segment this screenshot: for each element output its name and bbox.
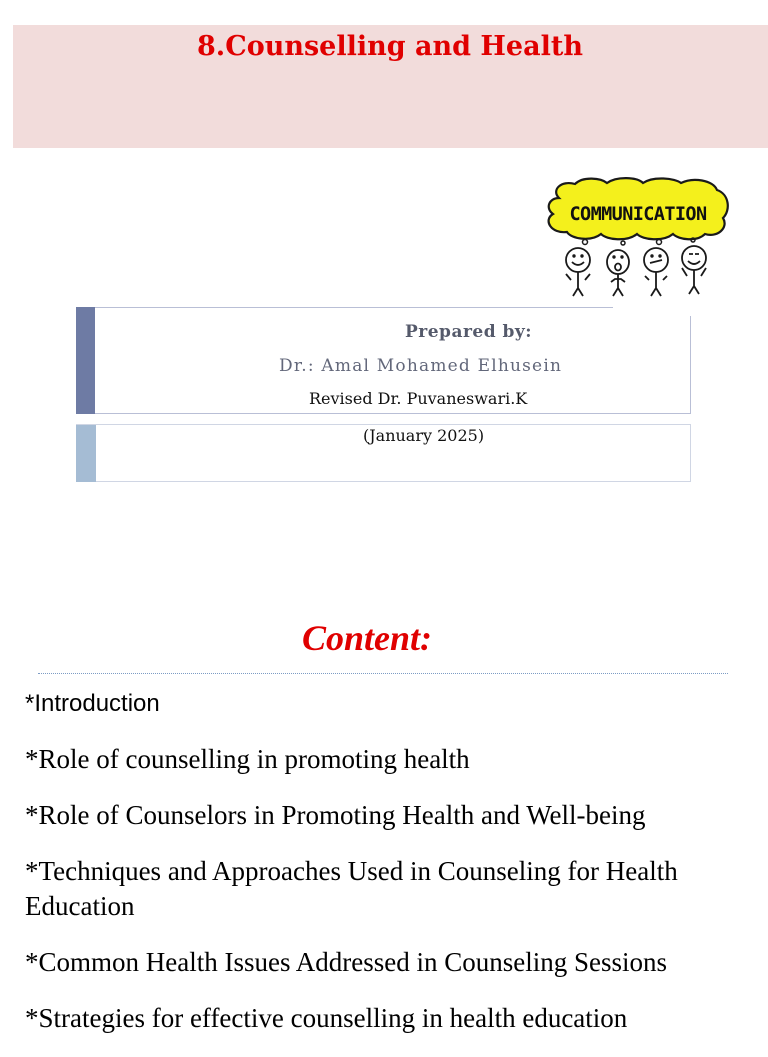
content-item-strategies: *Strategies for effective counselling in health education xyxy=(25,1003,628,1033)
document-title: 8.Counselling and Health xyxy=(197,31,583,62)
content-divider xyxy=(38,673,728,674)
author-name: Dr.: Amal Mohamed Elhusein xyxy=(279,356,563,376)
prepared-right-border xyxy=(690,316,691,414)
content-item-common-issues: *Common Health Issues Addressed in Counseling Sessions xyxy=(25,947,667,977)
revision-date: (January 2025) xyxy=(363,426,485,445)
content-item-techniques: *Techniques and Approaches Used in Counseling for Health Education xyxy=(25,856,678,921)
prepared-by-label: Prepared by: xyxy=(405,322,533,342)
revised-by: Revised Dr. Puvaneswari.K xyxy=(309,389,528,408)
content-list xyxy=(25,686,755,1057)
prepared-bottom-border xyxy=(95,413,691,414)
communication-label: COMMUNICATION xyxy=(569,204,707,225)
prepared-top-border xyxy=(95,307,613,308)
content-item-introduction: *Introduction xyxy=(25,690,160,717)
content-heading: Content: xyxy=(301,618,433,658)
prepared-by-box xyxy=(76,307,690,413)
communication-people-icon xyxy=(545,176,731,298)
communication-illustration xyxy=(545,176,731,298)
date-accent-bar xyxy=(76,425,96,482)
date-box xyxy=(76,424,691,482)
content-item-role-of-counselors: *Role of Counselors in Promoting Health and Well-being xyxy=(25,800,646,830)
prepared-accent-bar xyxy=(76,307,95,414)
content-item-role-of-counselling: *Role of counselling in promoting health xyxy=(25,744,470,774)
